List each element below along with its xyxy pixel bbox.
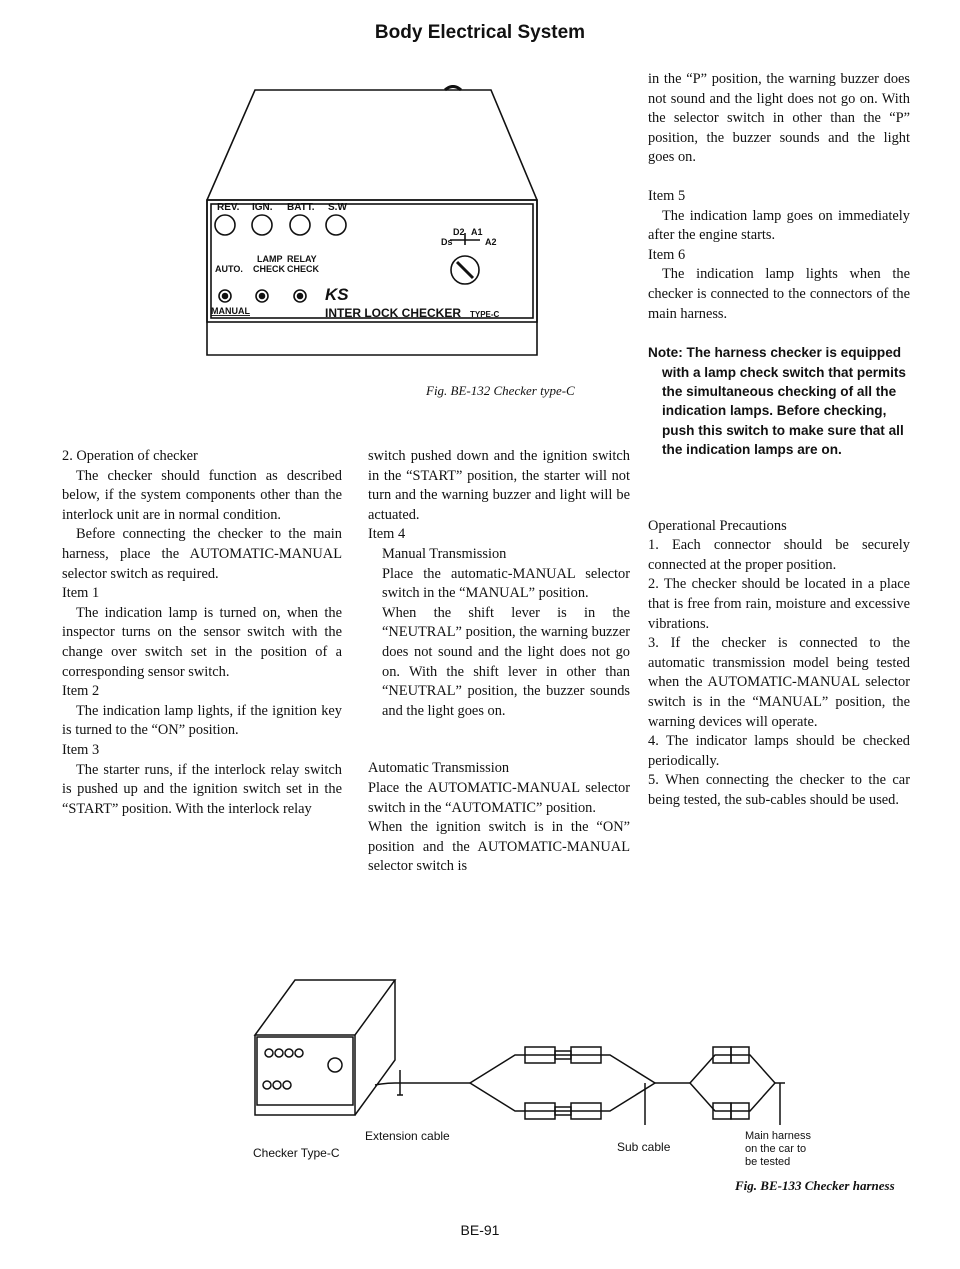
item-heading: Item 4 [368,526,406,543]
paragraph: in the “P” position, the warning buzzer does not sound and the light does not go on. With the selector switch in other than the “P” position, the buzzer sounds and the light goes on. [648,71,910,166]
label-sub-cable: Sub cable [617,1140,671,1154]
manual-label: MANUAL [211,306,250,316]
relay-label: RELAY [287,254,317,264]
paragraph: When the shift lever is in the “NEUTRAL” position, the warning buzzer does not sound and the light does not go on. With the shift lever in other than “NEUTRAL” position, the buzzer sounds and the light goes on. [382,604,630,719]
subheading: Manual Transmission [382,545,507,562]
paragraph: Place the AUTOMATIC-MANUAL selector switch in the “AUTOMATIC” position. [368,779,630,816]
column-3 [648,70,910,810]
subheading: Operational Precautions [648,517,787,534]
product-label: INTER LOCK CHECKER [325,306,462,320]
column-2 [368,447,630,877]
gear-label-a1: A1 [471,227,483,237]
check-label: CHECK [253,264,286,274]
paragraph: switch pushed down and the ignition switch in the “START” position, the starter will not turn and the warning buzzer and light will be actuated. [368,448,630,523]
label-main-harness-3: be tested [745,1156,791,1165]
switch-label-batt: BATT. [287,202,315,213]
paragraph: The checker should function as described below, if the system components other than the interlock unit are in normal condition. [62,467,342,523]
item-heading: Item 3 [62,741,100,758]
item-heading: Item 2 [62,683,100,700]
switch-label-rev: REV. [217,202,240,213]
label-main-harness-1: Main harness [745,1130,812,1142]
paragraph: When the ignition switch is in the “ON” position and the AUTOMATIC-MANUAL selector switch is [368,819,630,875]
list-item: 2. The checker should be located in a place that is free from rain, moisture and excessive vibrations. [648,576,910,632]
lamp-label: LAMP [257,254,283,264]
label-checker-type-c: Checker Type-C [253,1146,340,1160]
type-suffix: TYPE-C [470,310,500,319]
checker-figure [195,85,545,360]
label-main-harness-2: on the car to [745,1143,807,1155]
note: Note: The harness checker is equipped with a lamp check switch that permits the simultaneous checking of all the indication lamps. Before checking, push this switch to make sure that all the indication lamps are on. [648,345,906,458]
gear-label-ds: Ds [441,237,453,247]
item-heading: Item 5 [648,187,686,204]
check2-label: CHECK [287,264,320,274]
paragraph: The indication lamp lights when the checker is connected to the connectors of the main harness. [648,266,910,322]
list-item: 1. Each connector should be securely connected at the proper position. [648,537,910,573]
auto-label: AUTO. [215,264,243,274]
list-item: 4. The indicator lamps should be checked periodically. [648,733,910,769]
item-heading: Item 1 [62,585,100,602]
item-heading: Item 6 [648,246,686,263]
column-1 [62,447,342,819]
page-header: Body Electrical System [374,22,586,43]
paragraph: The indication lamp goes on immediately after the engine starts. [648,207,910,244]
gear-label-d2: D2 [453,227,465,237]
label-extension-cable: Extension cable [365,1129,450,1143]
figure2-caption: Fig. BE-133 Checker harness [735,1178,895,1193]
subheading: Automatic Transmission [368,760,510,777]
list-item: 5. When connecting the checker to the car being tested, the sub-cables should be used. [648,772,910,808]
section-heading: 2. Operation of checker [62,448,198,464]
figure1-caption: Fig. BE-132 Checker type-C [426,383,575,398]
brand-logo: KS [325,285,349,304]
list-item: 3. If the checker is connected to the automatic transmission model being tested when the AUTOMATIC-MANUAL selector switch is in the “MANUAL” position, the warning devices will operate. [648,635,910,730]
paragraph: The indication lamp is turned on, when the inspector turns on the sensor switch with the change over switch set in the position of a corresponding sensor switch. [62,604,342,680]
switch-label-ign: IGN. [252,202,273,213]
harness-figure [225,965,905,1165]
paragraph: Before connecting the checker to the main harness, place the AUTOMATIC-MANUAL selector switch as required. [62,526,342,582]
paragraph: The starter runs, if the interlock relay switch is pushed up and the ignition switch set in the “START” position. With the interlock relay [62,761,342,817]
paragraph: Place the automatic-MANUAL selector switch in the “MANUAL” position. [382,565,630,602]
switch-label-sw: S.W [328,202,347,213]
paragraph: The indication lamp lights, if the ignition key is turned to the “ON” position. [62,702,342,739]
gear-label-a2: A2 [485,237,497,247]
page-number: BE-91 [460,1222,500,1238]
